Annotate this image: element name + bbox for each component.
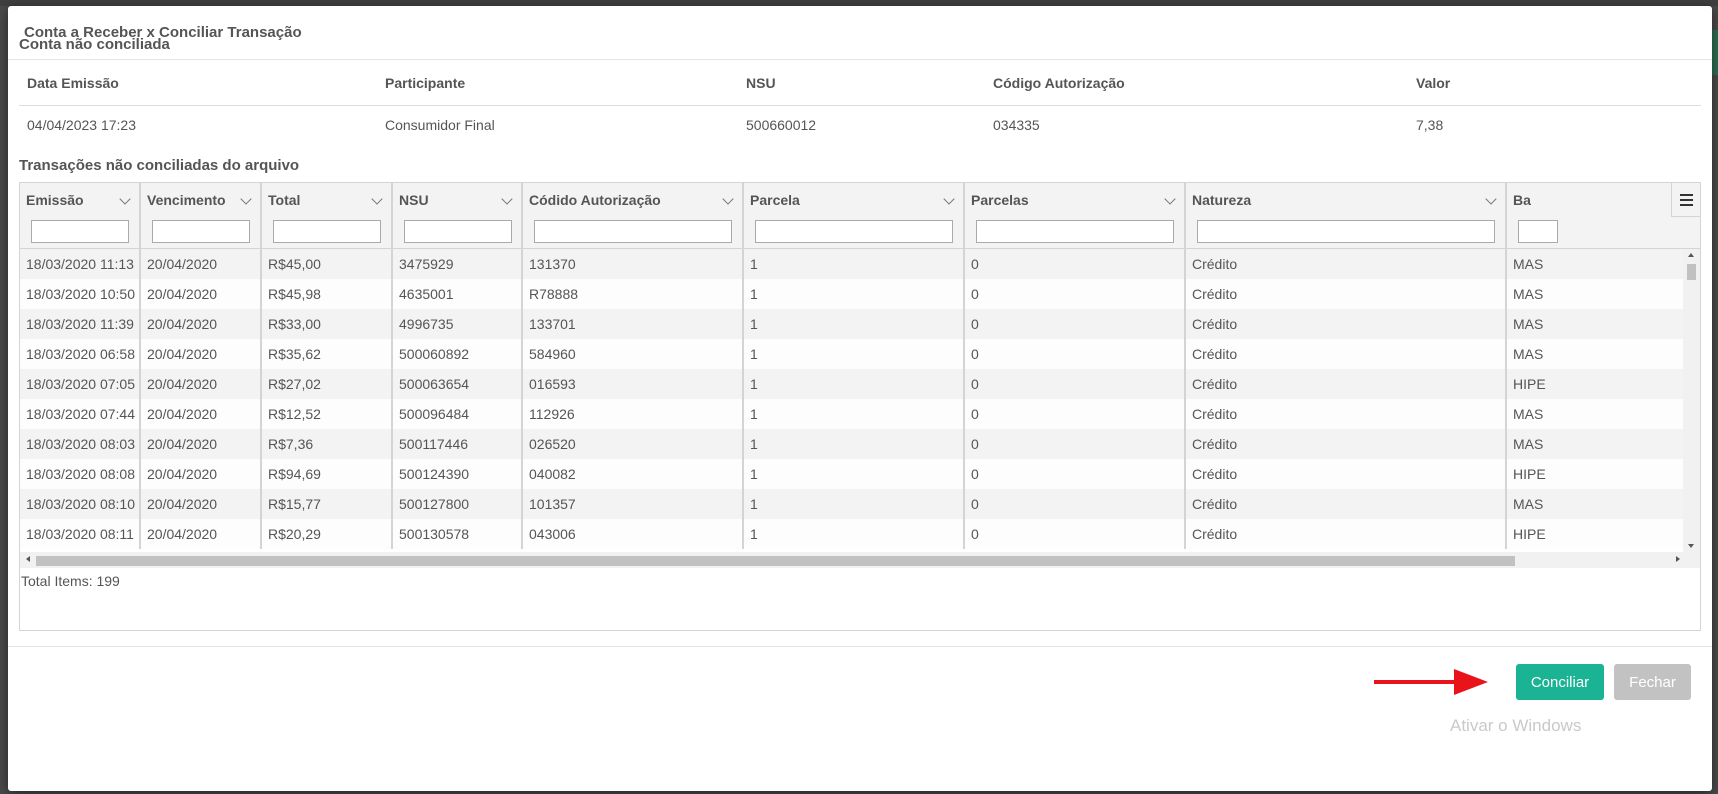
cell-parcela: 1: [744, 459, 965, 489]
hamburger-icon[interactable]: [1671, 183, 1700, 217]
cell-parcelas: 0: [965, 369, 1186, 399]
windows-activation-watermark: Ativar o Windows: [1450, 716, 1582, 735]
cell-parcelas: 0: [965, 309, 1186, 339]
chevron-down-icon[interactable]: [1485, 193, 1496, 204]
table-row[interactable]: [20, 279, 1685, 309]
header-nsu: NSU: [746, 75, 776, 91]
cell-natureza: Crédito: [1186, 399, 1507, 429]
cell-natureza: Crédito: [1186, 429, 1507, 459]
cell-data-emissao: 04/04/2023 17:23: [27, 117, 136, 133]
cell-total: R$20,29: [262, 519, 393, 549]
table-row[interactable]: [20, 489, 1685, 519]
cell-nsu: 500127800: [393, 489, 523, 519]
modal-title: Conta a Receber x Conciliar Transação: [24, 24, 302, 41]
cell-natureza: Crédito: [1186, 369, 1507, 399]
table-row[interactable]: [20, 309, 1685, 339]
horizontal-scroll-thumb[interactable]: [36, 556, 1515, 566]
filter-input-parcelas[interactable]: [976, 220, 1174, 243]
grid-header: [20, 183, 1701, 249]
column-label-nsu: NSU: [399, 192, 429, 208]
chevron-down-icon[interactable]: [943, 193, 954, 204]
cell-parcelas: 0: [965, 339, 1186, 369]
cell-vencimento: 20/04/2020: [141, 489, 262, 519]
filter-input-parcela[interactable]: [755, 220, 953, 243]
header-data-emissao: Data Emissão: [27, 75, 119, 91]
cell-nsu: 500096484: [393, 399, 523, 429]
modal-footer-divider: [8, 646, 1712, 647]
cell-bandeira: MAS: [1507, 249, 1685, 279]
cell-nsu: 500124390: [393, 459, 523, 489]
cell-nsu: 500660012: [746, 117, 817, 133]
cell-emissao: 18/03/2020 06:58: [20, 339, 141, 369]
column-label-parcela: Parcela: [750, 192, 800, 208]
column-header-natureza[interactable]: [1186, 183, 1507, 249]
column-header-parcelas[interactable]: [965, 183, 1186, 249]
cell-nsu: 500130578: [393, 519, 523, 549]
cell-bandeira: HIPE: [1507, 519, 1685, 549]
cell-vencimento: 20/04/2020: [141, 459, 262, 489]
cell-total: R$33,00: [262, 309, 393, 339]
cell-parcela: 1: [744, 519, 965, 549]
cell-codigo-autorizacao: 043006: [523, 519, 744, 549]
cell-total: R$7,36: [262, 429, 393, 459]
cell-emissao: 18/03/2020 08:11: [20, 519, 141, 549]
cell-natureza: Crédito: [1186, 519, 1507, 549]
column-label-vencimento: Vencimento: [147, 192, 226, 208]
filter-input-emissao[interactable]: [31, 220, 129, 243]
column-label-total: Total: [268, 192, 301, 208]
column-header-total[interactable]: [262, 183, 393, 249]
cell-vencimento: 20/04/2020: [141, 279, 262, 309]
column-label-emissao: Emissão: [26, 192, 84, 208]
cell-vencimento: 20/04/2020: [141, 249, 262, 279]
cell-emissao: 18/03/2020 08:10: [20, 489, 141, 519]
conciliar-button[interactable]: Conciliar: [1516, 664, 1604, 700]
cell-parcela: 1: [744, 339, 965, 369]
table-row[interactable]: [20, 519, 1685, 549]
horizontal-scrollbar[interactable]: [20, 552, 1701, 568]
cell-parcela: 1: [744, 369, 965, 399]
cell-emissao: 18/03/2020 07:05: [20, 369, 141, 399]
scroll-left-icon[interactable]: [26, 556, 30, 562]
filter-input-vencimento[interactable]: [152, 220, 250, 243]
cell-parcela: 1: [744, 309, 965, 339]
cell-parcela: 1: [744, 249, 965, 279]
cell-codigo-autorizacao: 112926: [523, 399, 744, 429]
column-label-natureza: Natureza: [1192, 192, 1252, 208]
cell-emissao: 18/03/2020 08:08: [20, 459, 141, 489]
scroll-down-icon[interactable]: [1688, 544, 1694, 548]
table-row[interactable]: [20, 339, 1685, 369]
cell-parcela: 1: [744, 399, 965, 429]
cell-parcelas: 0: [965, 459, 1186, 489]
column-header-emissao[interactable]: [20, 183, 141, 249]
cell-natureza: Crédito: [1186, 279, 1507, 309]
cell-nsu: 500060892: [393, 339, 523, 369]
cell-total: R$45,00: [262, 249, 393, 279]
chevron-down-icon[interactable]: [722, 193, 733, 204]
cell-nsu: 3475929: [393, 249, 523, 279]
cell-bandeira: MAS: [1507, 399, 1685, 429]
cell-nsu: 4996735: [393, 309, 523, 339]
fechar-button[interactable]: Fechar: [1614, 664, 1691, 700]
cell-total: R$94,69: [262, 459, 393, 489]
cell-codigo-autorizacao: 040082: [523, 459, 744, 489]
table-row[interactable]: [20, 249, 1685, 279]
cell-natureza: Crédito: [1186, 339, 1507, 369]
cell-bandeira: MAS: [1507, 339, 1685, 369]
cell-bandeira: MAS: [1507, 279, 1685, 309]
cell-vencimento: 20/04/2020: [141, 369, 262, 399]
filter-input-nsu[interactable]: [404, 220, 512, 243]
cell-emissao: 18/03/2020 08:03: [20, 429, 141, 459]
cell-emissao: 18/03/2020 11:39: [20, 309, 141, 339]
cell-codigo-autorizacao: 026520: [523, 429, 744, 459]
cell-parcela: 1: [744, 429, 965, 459]
cell-parcelas: 0: [965, 279, 1186, 309]
table-row[interactable]: [20, 369, 1685, 399]
account-table-row: [19, 106, 1701, 144]
cell-natureza: Crédito: [1186, 249, 1507, 279]
cell-bandeira: MAS: [1507, 429, 1685, 459]
cell-participante: Consumidor Final: [385, 117, 495, 133]
red-arrow-shaft: [1374, 680, 1462, 684]
cell-total: R$27,02: [262, 369, 393, 399]
cell-vencimento: 20/04/2020: [141, 519, 262, 549]
cell-codigo-autorizacao: 133701: [523, 309, 744, 339]
cell-bandeira: HIPE: [1507, 459, 1685, 489]
cell-parcelas: 0: [965, 489, 1186, 519]
column-header-parcela[interactable]: [744, 183, 965, 249]
cell-parcelas: 0: [965, 249, 1186, 279]
chevron-down-icon[interactable]: [119, 193, 130, 204]
grid-body: [20, 249, 1685, 552]
cell-bandeira: MAS: [1507, 309, 1685, 339]
table-row[interactable]: [20, 459, 1685, 489]
vertical-scroll-thumb[interactable]: [1687, 264, 1696, 280]
cell-parcela: 1: [744, 279, 965, 309]
column-header-codigo-autorizacao[interactable]: [523, 183, 744, 249]
column-label-parcelas: Parcelas: [971, 192, 1029, 208]
cell-codigo-autorizacao: R78888: [523, 279, 744, 309]
cell-total: R$35,62: [262, 339, 393, 369]
file-transactions-title: Transações não conciliadas do arquivo: [19, 157, 300, 174]
filter-input-total[interactable]: [273, 220, 381, 243]
filter-input-codigo-autorizacao[interactable]: [534, 220, 732, 243]
cell-nsu: 4635001: [393, 279, 523, 309]
column-label-bandeira: Ba: [1513, 192, 1531, 208]
cell-emissao: 18/03/2020 10:50: [20, 279, 141, 309]
vertical-scrollbar[interactable]: [1683, 249, 1700, 552]
cell-bandeira: MAS: [1507, 489, 1685, 519]
cell-parcelas: 0: [965, 519, 1186, 549]
unreconciled-account-title: Conta não conciliada: [19, 36, 170, 53]
cell-total: R$12,52: [262, 399, 393, 429]
header-codigo-autorizacao: Código Autorização: [993, 75, 1125, 91]
cell-vencimento: 20/04/2020: [141, 309, 262, 339]
red-arrow-icon: [1454, 669, 1488, 695]
cell-parcela: 1: [744, 489, 965, 519]
chevron-down-icon[interactable]: [1164, 193, 1175, 204]
cell-vencimento: 20/04/2020: [141, 399, 262, 429]
scroll-up-icon[interactable]: [1688, 253, 1694, 257]
account-table-header: [19, 61, 1701, 106]
cell-emissao: 18/03/2020 07:44: [20, 399, 141, 429]
cell-vencimento: 20/04/2020: [141, 339, 262, 369]
cell-natureza: Crédito: [1186, 489, 1507, 519]
cell-codigo-autorizacao: 101357: [523, 489, 744, 519]
chevron-down-icon[interactable]: [371, 193, 382, 204]
cell-parcelas: 0: [965, 399, 1186, 429]
cell-vencimento: 20/04/2020: [141, 429, 262, 459]
column-header-nsu[interactable]: [393, 183, 523, 249]
table-row[interactable]: [20, 399, 1685, 429]
cell-total: R$45,98: [262, 279, 393, 309]
unreconciled-account-table: [19, 61, 1701, 144]
cell-emissao: 18/03/2020 11:13: [20, 249, 141, 279]
column-label-codigo-autorizacao: Códido Autorização: [529, 192, 661, 208]
scroll-right-icon[interactable]: [1676, 556, 1680, 562]
cell-nsu: 500117446: [393, 429, 523, 459]
column-header-vencimento[interactable]: [141, 183, 262, 249]
transactions-grid: [19, 182, 1701, 631]
filter-input-natureza[interactable]: [1197, 220, 1495, 243]
cell-valor: 7,38: [1416, 117, 1444, 133]
header-participante: Participante: [385, 75, 466, 91]
total-items: Total Items: 199: [21, 573, 120, 589]
cell-natureza: Crédito: [1186, 309, 1507, 339]
filter-input-bandeira[interactable]: [1518, 220, 1558, 243]
reconcile-modal: [8, 6, 1712, 791]
modal-header: [8, 6, 1712, 60]
cell-natureza: Crédito: [1186, 459, 1507, 489]
cell-total: R$15,77: [262, 489, 393, 519]
cell-nsu: 500063654: [393, 369, 523, 399]
table-row[interactable]: [20, 429, 1685, 459]
header-valor: Valor: [1416, 75, 1451, 91]
cell-parcelas: 0: [965, 429, 1186, 459]
cell-bandeira: HIPE: [1507, 369, 1685, 399]
chevron-down-icon[interactable]: [501, 193, 512, 204]
chevron-down-icon[interactable]: [240, 193, 251, 204]
cell-codigo-autorizacao: 034335: [993, 117, 1040, 133]
cell-codigo-autorizacao: 016593: [523, 369, 744, 399]
cell-codigo-autorizacao: 584960: [523, 339, 744, 369]
cell-codigo-autorizacao: 131370: [523, 249, 744, 279]
